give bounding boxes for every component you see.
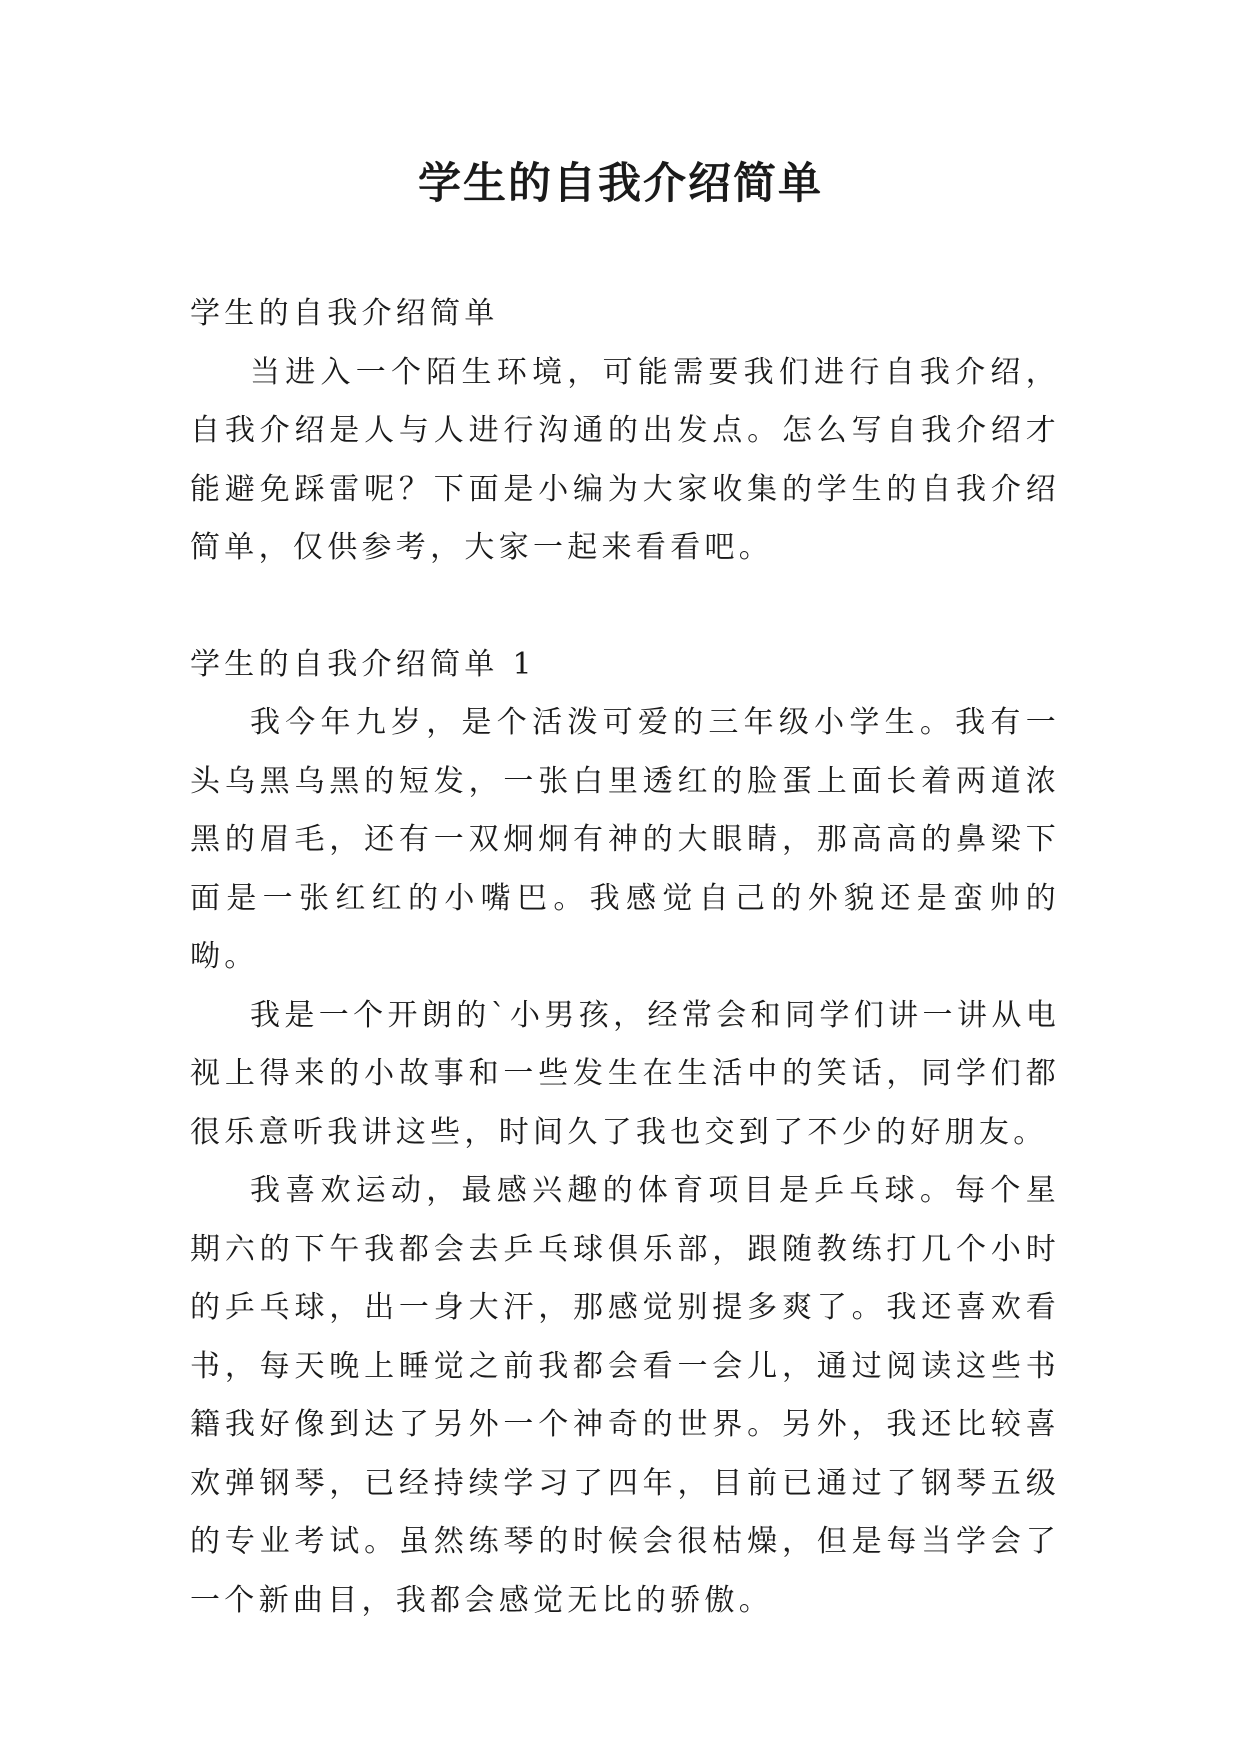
section-1-heading: 学生的自我介绍简单 1: [190, 646, 536, 682]
section-1-paragraph-2: 我是一个开朗的`小男孩，经常会和同学们讲一讲从电视上得来的小故事和一些发生在生活中的笑话，同学们都很乐意听我讲这些，时间久了我也交到了不少的好朋友。: [190, 997, 1060, 1150]
document-title: 学生的自我介绍简单: [418, 159, 823, 209]
intro-heading: 学生的自我介绍简单: [190, 296, 499, 331]
section-1-paragraph-1: 我今年九岁，是个活泼可爱的三年级小学生。我有一头乌黑乌黑的短发，一张白里透红的脸蛋上面长着两道浓黑的眉毛，还有一双炯炯有神的大眼睛，那高高的鼻梁下面是一张红红的小嘴巴。我感觉自己的外貌还是蛮帅的呦。: [190, 705, 1060, 974]
document-body: [190, 285, 1060, 1630]
intro-paragraph: 当进入一个陌生环境，可能需要我们进行自我介绍，自我介绍是人与人进行沟通的出发点。怎么写自我介绍才能避免踩雷呢？下面是小编为大家收集的学生的自我介绍简单，仅供参考，大家一起来看看吧。: [190, 354, 1060, 565]
section-1-paragraph-3: 我喜欢运动，最感兴趣的体育项目是乒乓球。每个星期六的下午我都会去乒乓球俱乐部，跟随教练打几个小时的乒乓球，出一身大汗，那感觉别提多爽了。我还喜欢看书，每天晚上睡觉之前我都会看一会儿，通过阅读这些书籍我好像到达了另外一个神奇的世界。另外，我还比较喜欢弹钢琴，已经持续学习了四年，目前已通过了钢琴五级的专业考试。虽然练琴的时候会很枯燥，但是每当学会了一个新曲目，我都会感觉无比的骄傲。: [190, 1173, 1060, 1618]
section-spacer: [190, 578, 1060, 636]
